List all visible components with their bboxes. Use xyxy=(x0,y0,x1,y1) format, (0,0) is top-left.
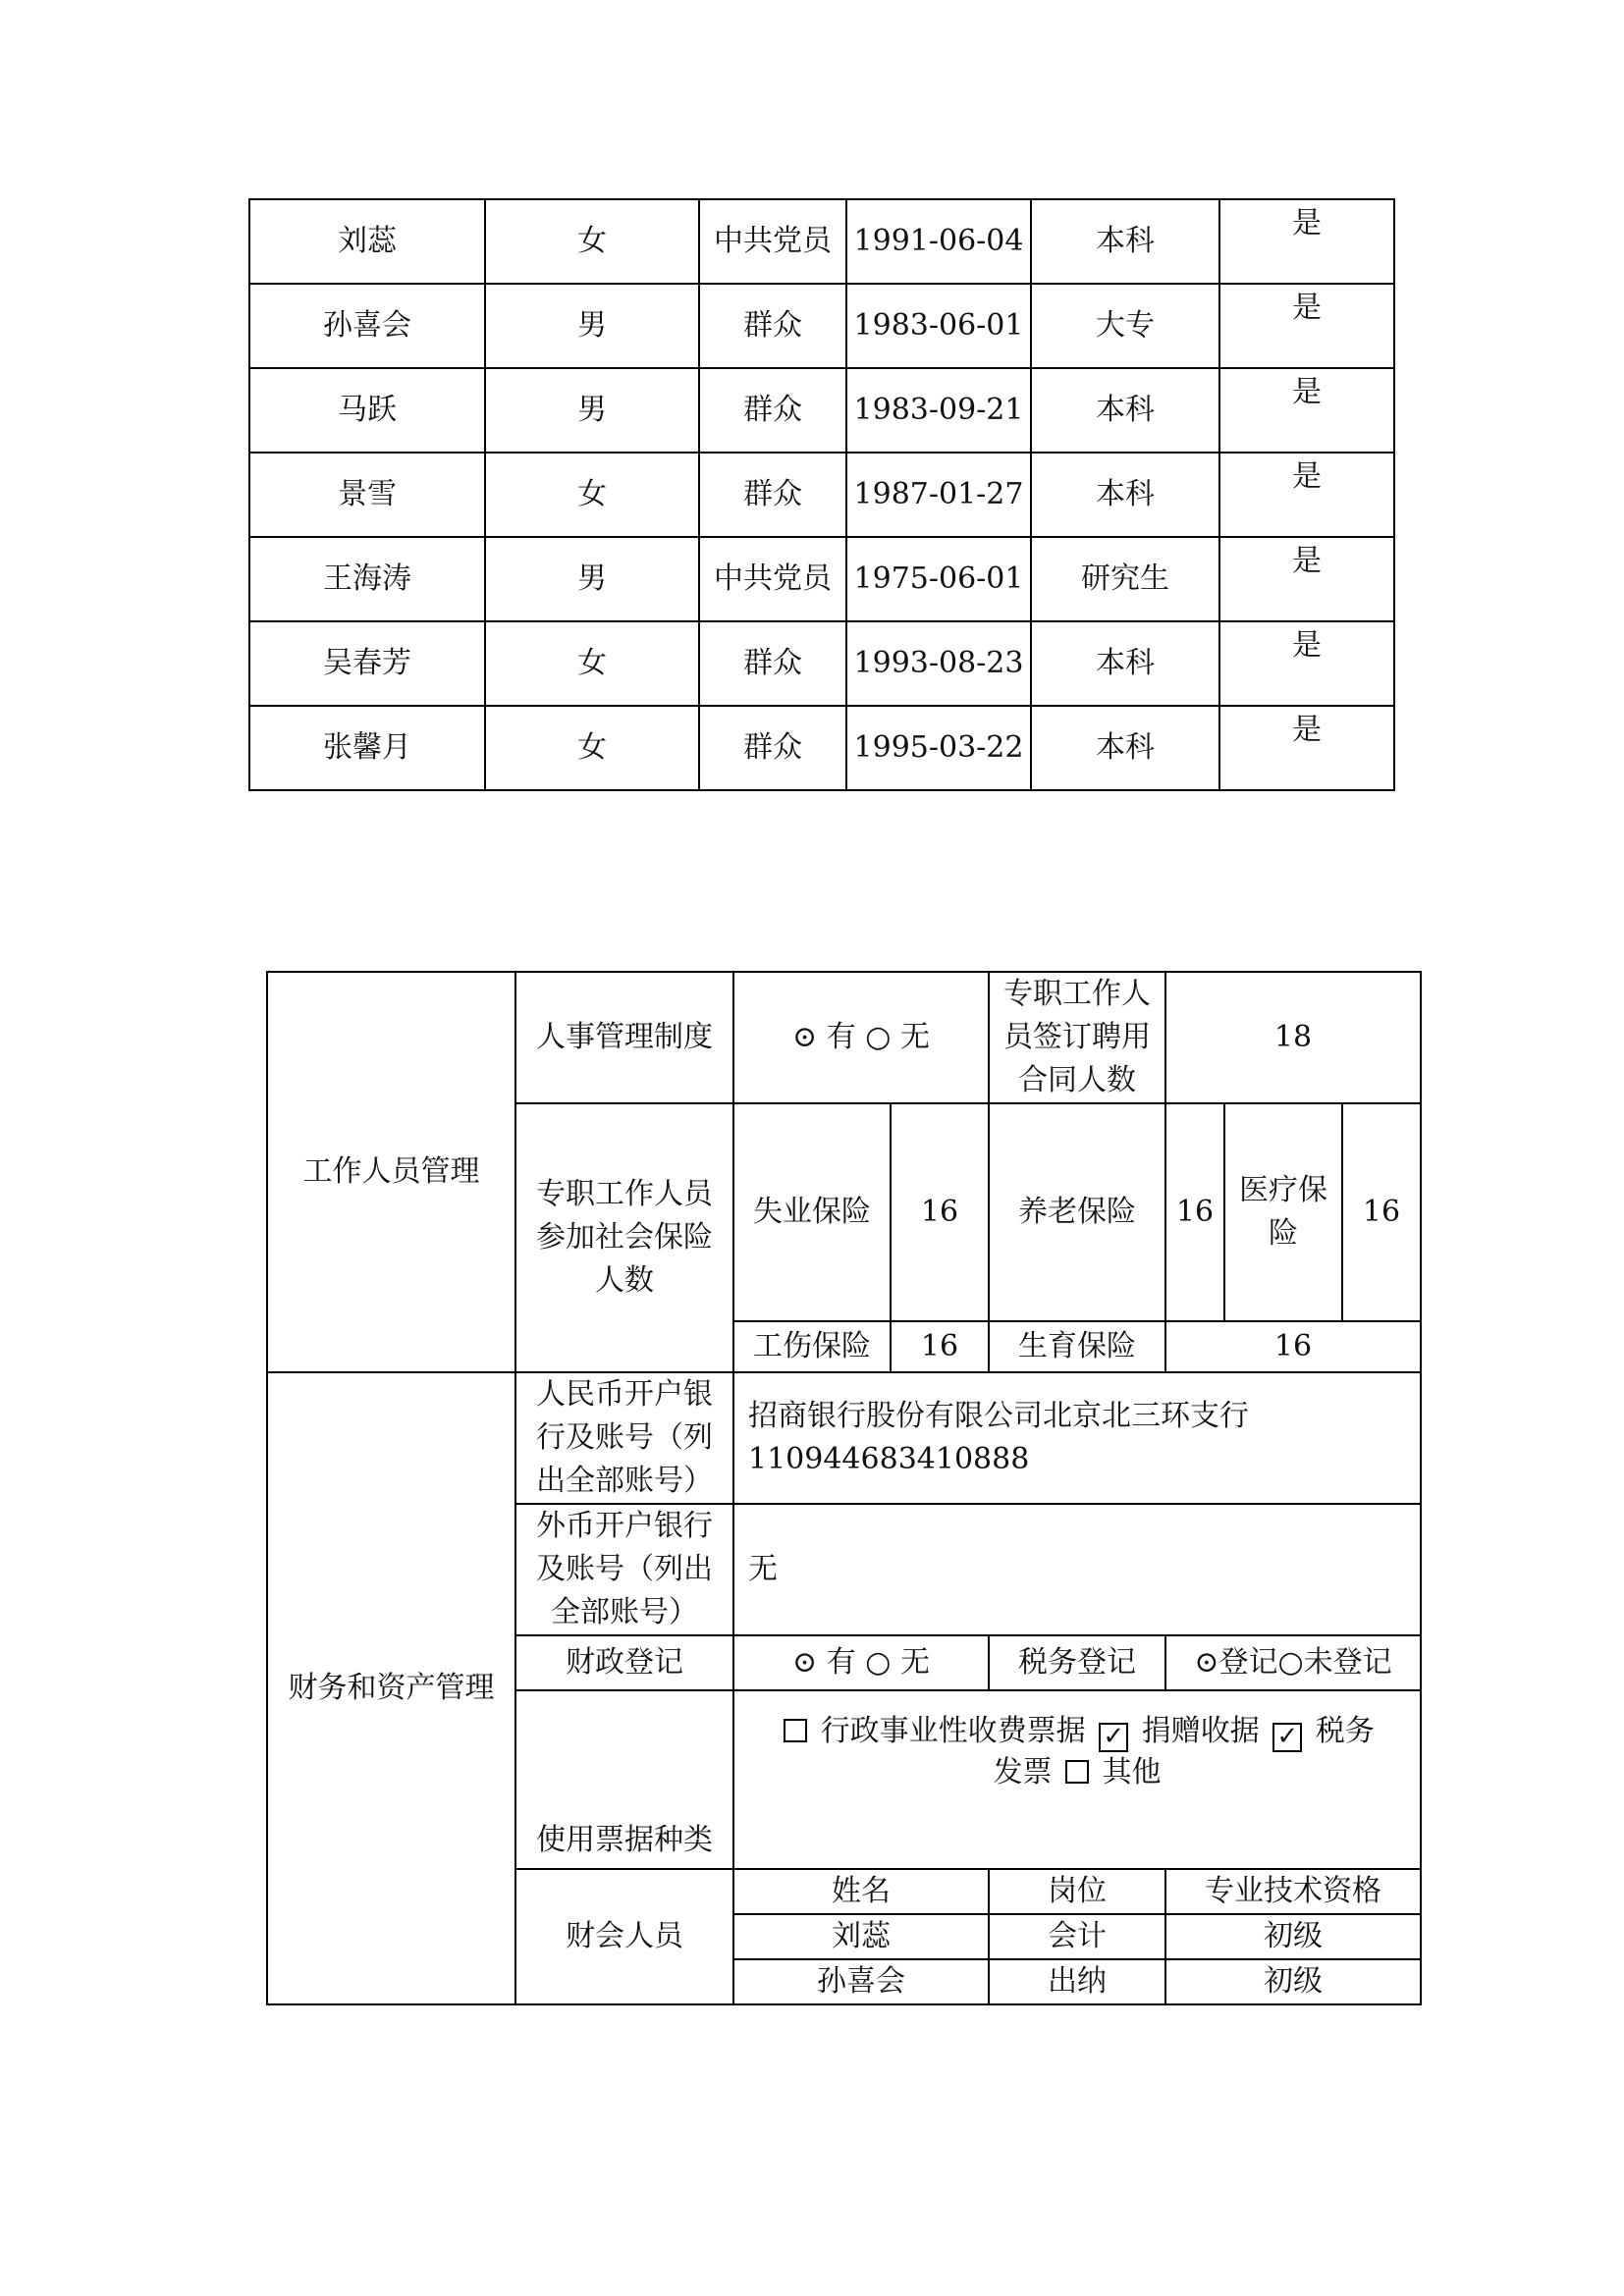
checkbox-unchecked-icon[interactable] xyxy=(784,1719,807,1742)
staff-row xyxy=(249,284,1394,368)
pension-insurance-label: 养老保险 xyxy=(989,1103,1165,1321)
staff-birth-cell: 1993-08-23 xyxy=(846,621,1031,706)
staff-edu-cell: 本科 xyxy=(1031,706,1219,790)
receipt-option-tax-b: 发票 xyxy=(993,1755,1053,1789)
staff-row xyxy=(249,537,1394,621)
staff-edu-cell: 本科 xyxy=(1031,199,1219,284)
staff-edu-cell: 大专 xyxy=(1031,284,1219,368)
fiscal-registration-value: ⊙ 有 ○ 无 xyxy=(733,1635,989,1690)
contract-count-value: 18 xyxy=(1165,972,1421,1103)
staff-edu-cell: 本科 xyxy=(1031,621,1219,706)
receipt-types-label: 使用票据种类 xyxy=(515,1690,733,1869)
staff-gender-cell: 男 xyxy=(485,368,699,453)
staff-gender-cell: 女 xyxy=(485,621,699,706)
hr-section-label: 工作人员管理 xyxy=(267,972,515,1372)
staff-party-cell: 群众 xyxy=(699,284,846,368)
staff-party-cell: 中共党员 xyxy=(699,199,846,284)
staff-birth-cell: 1983-09-21 xyxy=(846,368,1031,453)
staff-party-cell: 群众 xyxy=(699,706,846,790)
checkbox-checked-icon[interactable]: ✓ xyxy=(1272,1723,1302,1752)
staff-row xyxy=(249,453,1394,537)
rmb-bank-name: 招商银行股份有限公司北京北三环支行 xyxy=(748,1399,1249,1433)
acc-header-name: 姓名 xyxy=(733,1869,989,1914)
finance-section-label: 财务和资产管理 xyxy=(267,1372,515,2004)
staff-party-cell: 群众 xyxy=(699,453,846,537)
staff-name-cell: 张馨月 xyxy=(249,706,485,790)
staff-party-cell: 群众 xyxy=(699,621,846,706)
staff-name-cell: 刘蕊 xyxy=(249,199,485,284)
staff-flag-cell: 是 xyxy=(1219,706,1394,790)
staff-edu-cell: 研究生 xyxy=(1031,537,1219,621)
receipt-types-options xyxy=(733,1690,1421,1869)
receipt-option-tax-a: 税务 xyxy=(1315,1714,1375,1748)
receipt-option-donation: 捐赠收据 xyxy=(1141,1714,1260,1748)
unemployment-insurance-value: 16 xyxy=(891,1103,989,1321)
fx-account-label: 外币开户银行及账号（列出全部账号） xyxy=(515,1504,733,1635)
checkbox-checked-icon[interactable]: ✓ xyxy=(1099,1723,1128,1752)
staff-birth-cell: 1983-06-01 xyxy=(846,284,1031,368)
acc-name: 刘蕊 xyxy=(733,1914,989,1959)
staff-name-cell: 孙喜会 xyxy=(249,284,485,368)
insurance-count-label: 专职工作人员参加社会保险人数 xyxy=(515,1103,733,1372)
staff-table xyxy=(248,198,1395,791)
pension-insurance-value: 16 xyxy=(1165,1103,1224,1321)
staff-flag-cell: 是 xyxy=(1219,284,1394,368)
staff-row xyxy=(249,199,1394,284)
staff-birth-cell: 1991-06-04 xyxy=(846,199,1031,284)
acc-name: 孙喜会 xyxy=(733,1959,989,2004)
fiscal-registration-label: 财政登记 xyxy=(515,1635,733,1690)
rmb-account-number: 110944683410888 xyxy=(748,1442,1030,1476)
management-table xyxy=(266,971,1422,2005)
staff-birth-cell: 1987-01-27 xyxy=(846,453,1031,537)
staff-gender-cell: 女 xyxy=(485,453,699,537)
staff-row xyxy=(249,706,1394,790)
medical-insurance-label: 医疗保险 xyxy=(1224,1103,1342,1321)
tax-registration-value: ⊙登记○未登记 xyxy=(1165,1635,1421,1690)
staff-party-cell: 中共党员 xyxy=(699,537,846,621)
acc-header-post: 岗位 xyxy=(989,1869,1165,1914)
staff-edu-cell: 本科 xyxy=(1031,453,1219,537)
staff-gender-cell: 男 xyxy=(485,284,699,368)
acc-qual: 初级 xyxy=(1165,1914,1421,1959)
staff-row xyxy=(249,368,1394,453)
staff-flag-cell: 是 xyxy=(1219,199,1394,284)
acc-post: 出纳 xyxy=(989,1959,1165,2004)
checkbox-unchecked-icon[interactable] xyxy=(1065,1760,1089,1784)
acc-header-qual: 专业技术资格 xyxy=(1165,1869,1421,1914)
maternity-insurance-value: 16 xyxy=(1165,1321,1421,1372)
staff-flag-cell: 是 xyxy=(1219,368,1394,453)
medical-insurance-value: 16 xyxy=(1342,1103,1421,1321)
staff-name-cell: 景雪 xyxy=(249,453,485,537)
receipt-option-other: 其他 xyxy=(1102,1755,1162,1789)
staff-gender-cell: 女 xyxy=(485,199,699,284)
staff-gender-cell: 女 xyxy=(485,706,699,790)
rmb-account-label: 人民币开户银行及账号（列出全部账号） xyxy=(515,1372,733,1504)
fx-account-value: 无 xyxy=(733,1504,1421,1635)
hr-system-value: ⊙ 有 ○ 无 xyxy=(733,972,989,1103)
contract-count-label: 专职工作人员签订聘用合同人数 xyxy=(989,972,1165,1103)
acc-post: 会计 xyxy=(989,1914,1165,1959)
staff-flag-cell: 是 xyxy=(1219,537,1394,621)
acc-qual: 初级 xyxy=(1165,1959,1421,2004)
staff-edu-cell: 本科 xyxy=(1031,368,1219,453)
staff-birth-cell: 1995-03-22 xyxy=(846,706,1031,790)
injury-insurance-label: 工伤保险 xyxy=(733,1321,891,1372)
staff-flag-cell: 是 xyxy=(1219,621,1394,706)
tax-registration-label: 税务登记 xyxy=(989,1635,1165,1690)
accountants-label: 财会人员 xyxy=(515,1869,733,2004)
staff-name-cell: 吴春芳 xyxy=(249,621,485,706)
injury-insurance-value: 16 xyxy=(891,1321,989,1372)
maternity-insurance-label: 生育保险 xyxy=(989,1321,1165,1372)
unemployment-insurance-label: 失业保险 xyxy=(733,1103,891,1321)
staff-birth-cell: 1975-06-01 xyxy=(846,537,1031,621)
staff-name-cell: 马跃 xyxy=(249,368,485,453)
receipt-option-admin-fee: 行政事业性收费票据 xyxy=(820,1714,1086,1748)
staff-gender-cell: 男 xyxy=(485,537,699,621)
hr-system-label: 人事管理制度 xyxy=(515,972,733,1103)
staff-name-cell: 王海涛 xyxy=(249,537,485,621)
rmb-account-value xyxy=(733,1372,1421,1504)
staff-row xyxy=(249,621,1394,706)
staff-flag-cell: 是 xyxy=(1219,453,1394,537)
staff-party-cell: 群众 xyxy=(699,368,846,453)
